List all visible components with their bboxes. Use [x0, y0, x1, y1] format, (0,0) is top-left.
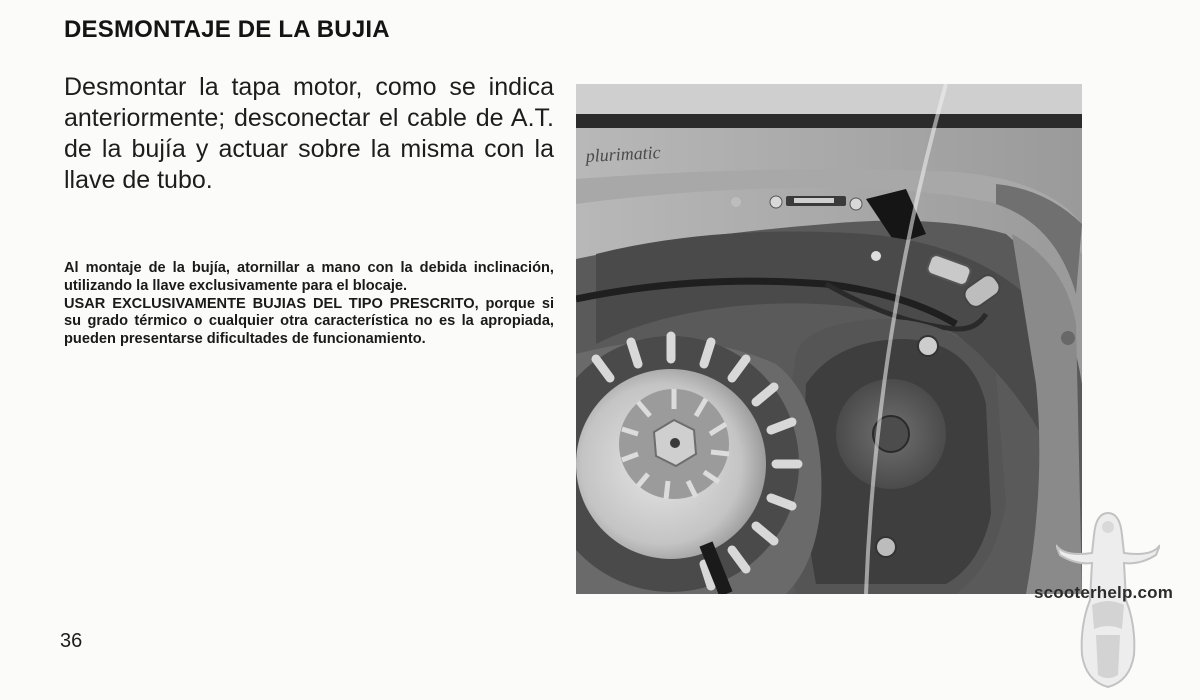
watermark-text: scooterhelp.com	[1034, 583, 1174, 602]
note-line-warning: USAR EXCLUSIVAMENTE BUJIAS DEL TIPO PRESCRITO, porque si su grado térmico o cualquier otra característica no es la apropiada, pueden presentarse dificultades de funcionamiento.	[64, 295, 554, 348]
note-line-mounting: Al montaje de la bujía, atornillar a mano con la debida inclinación, utilizando la llave exclusivamente para el blocaje.	[64, 260, 554, 294]
engine-photo-drawing	[576, 84, 1082, 594]
intro-paragraph: Desmontar la tapa motor, como se indica anteriormente; desconectar el cable de A.T. de la bujía y actuar sobre la misma con la llave de tubo.	[64, 73, 554, 194]
cover-brand-text: plurimatic	[585, 142, 662, 166]
page-number: 36	[60, 630, 83, 652]
engine-photo	[576, 84, 1082, 594]
page-title: DESMONTAJE DE LA BUJIA	[64, 16, 390, 43]
note-paragraph	[64, 260, 554, 349]
